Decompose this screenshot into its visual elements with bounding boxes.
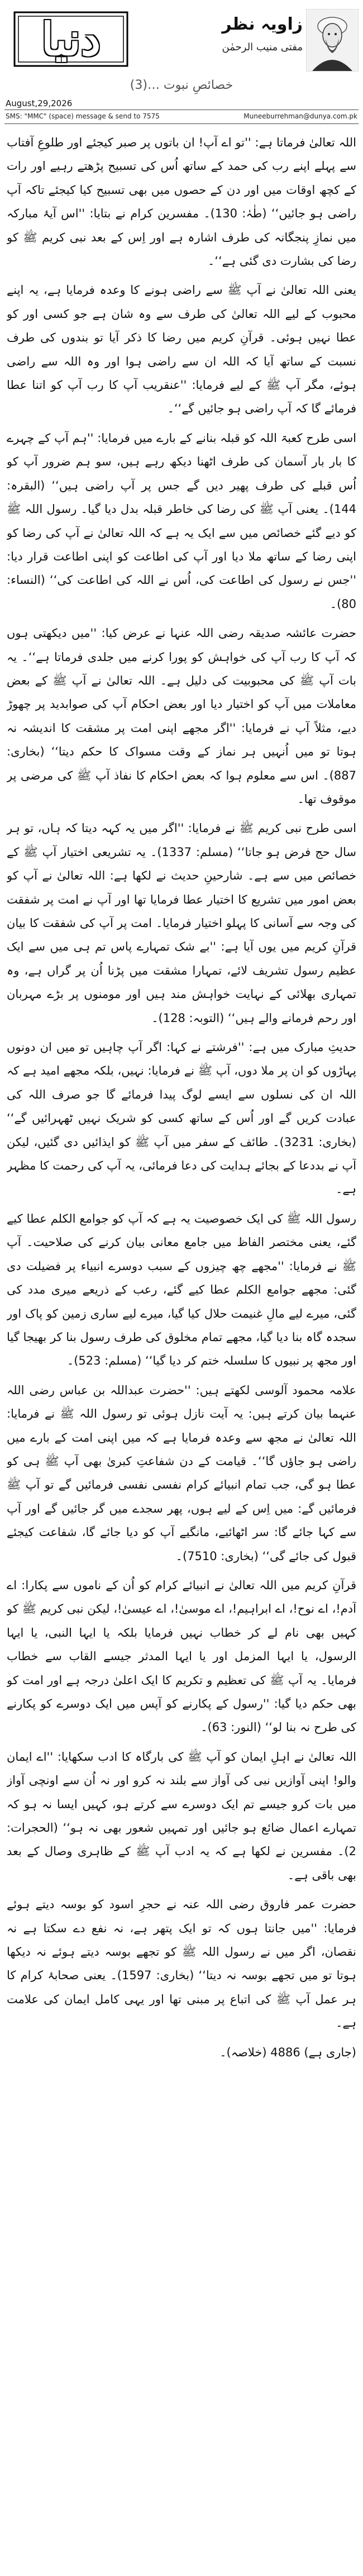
paragraph: (جاری ہے) 4886 (خلاصہ)۔ <box>219 2045 356 2059</box>
paragraph: حدیثِ مبارک میں ہے: ''فرشتے نے کہا: اگر آپ چاہیں تو میں ان دونوں پہاڑوں کو ان پر ملا دوں، آپ ﷺ نے فرمایا: نہیں، بلکہ مجھے امید ہے کہ اللہ ان کی نسلوں سے ایسے لوگ پیدا فرمائے گا جو صرف اللہ کی عبادت کریں گے اور اُس کے ساتھ کسی کو شریک نہیں ٹھہرائیں گے‘‘ (بخاری: 3231)۔ طائف کے سفر میں آپ ﷺ کو ایذائیں دی گئیں، لیکن آپ نے بددعا کے بجائے ہدایت کی دعا فرمائی، یہ آپ کی رحمت کا مظہر ہے۔ <box>7 1040 356 1196</box>
article-body <box>7 131 356 2567</box>
column-title: زاویہ نظر <box>222 15 303 34</box>
author-email: Muneeburrehman@dunya.com.pk <box>243 112 357 120</box>
portrait-icon <box>307 9 358 71</box>
author-portrait <box>306 9 359 72</box>
divider <box>4 123 359 124</box>
paragraph: اسی طرح نبی کریم ﷺ نے فرمایا: ''اگر میں یہ کہہ دیتا کہ ہاں، تو ہر سال حج فرض ہو جاتا‘‘ (مسلم: 1337)۔ یہ تشریعی اختیار آپ ﷺ کے خصائص میں سے ہے۔ شارحینِ حدیث نے لکھا ہے: اللہ تعالیٰ نے آپ کو بعض امور میں تشریع کا اختیار عطا فرمایا تھا اور آپ نے امت پر شفقت کی وجہ سے آسانی کا پہلو اختیار فرمایا۔ امت پر آپ کی شفقت کا بیان قرآنِ کریم میں یوں آیا ہے: ''بے شک تمہارے پاس تم ہی میں سے ایک عظیم رسول تشریف لائے، تمہارا مشقت میں پڑنا اُن پر گراں ہے، وہ تمہاری بھلائی کے نہایت خواہش مند ہیں اور مومنوں پر بڑے مہربان اور رحم فرمانے والے ہیں‘‘ (التوبہ: 128)۔ <box>7 821 356 1025</box>
paragraph: اللہ تعالیٰ نے اہلِ ایمان کو آپ ﷺ کی بارگاہ کا ادب سکھایا: ''اے ایمان والو! اپنی آوازیں نبی کی آواز سے بلند نہ کرو اور نہ اُن سے اونچی آواز میں بات کرو جیسے تم ایک دوسرے سے کرتے ہو، کہیں ایسا نہ ہو کہ تمہارے اعمال ضائع ہو جائیں اور تمہیں شعور بھی نہ ہو‘‘ (الحجرات: 2)۔ مفسرین نے لکھا ہے کہ یہ ادب آپ ﷺ کے ظاہری وصال کے بعد بھی باقی ہے۔ <box>7 1750 356 1882</box>
paragraph: قرآنِ کریم میں اللہ تعالیٰ نے انبیائے کرام کو اُن کے ناموں سے پکارا: اے آدم!، اے نوح!، اے ابراہیم!، اے موسیٰ!، اے عیسیٰ!، لیکن نبی کریم ﷺ کو کہیں بھی نام لے کر خطاب نہیں فرمایا بلکہ یا ایہا النبی، یا ایہا الرسول، یا ایہا المزمل اور یا ایہا المدثر جیسے القاب سے خطاب فرمایا۔ یہ آپ ﷺ کی تعظیم و تکریم کا ایک اعلیٰ درجہ ہے اور امت کو بھی حکم دیا گیا: ''رسول کے پکارنے کو آپس میں ایک دوسرے کو پکارنے کی طرح نہ بنا لو‘‘ (النور: 63)۔ <box>7 1578 356 1734</box>
paragraph: علامہ محمود آلوسی لکھتے ہیں: ''حضرت عبداللہ بن عباس رضی اللہ عنہما بیان کرتے ہیں: یہ آیت نازل ہوئی تو رسول اللہ ﷺ نے فرمایا: اللہ تعالیٰ نے مجھ سے وعدہ فرمایا ہے کہ میں اپنی امت کے بارے میں راضی ہو جاؤں گا‘‘۔ قیامت کے دن شفاعتِ کبریٰ بھی آپ ﷺ ہی کو عطا ہو گی، جب تمام انبیائے کرام نفسی نفسی فرمائیں گے تو آپ ﷺ فرمائیں گے: میں اِس کے لیے ہوں، پھر سجدے میں گر جائیں گے اور آپ سے کہا جائے گا: سر اٹھائیے، مانگیے آپ کو دیا جائے گا، شفاعت کیجئے قبول کی جائے گی‘‘ (بخاری: 7510)۔ <box>7 1383 356 1563</box>
paragraph: اسی طرح کعبۃ اللہ کو قبلہ بنانے کے بارے میں فرمایا: ''ہم آپ کے چہرے کا بار بار آسمان کی طرف اٹھنا دیکھ رہے ہیں، سو ہم ضرور آپ کو اُس قبلے کی طرف پھیر دیں گے جس پر آپ راضی ہیں‘‘ (البقرہ: 144)۔ یعنی آپ ﷺ کی رضا کی خاطر قبلہ بدل دیا گیا۔ رسول اللہ ﷺ کو دیے گئے خصائص میں سے ایک یہ ہے کہ اللہ تعالیٰ نے آپ کی رضا کو اپنی رضا کے ساتھ ملا دیا اور آپ کی اطاعت کو اپنی اطاعت قرار دیا: ''جس نے رسول کی اطاعت کی، اُس نے اللہ کی اطاعت کی‘‘ (النساء: 80)۔ <box>7 431 356 611</box>
article-title: خصائصِ نبوت …(3) <box>130 78 233 92</box>
paragraph: یعنی اللہ تعالیٰ نے آپ ﷺ سے راضی ہونے کا وعدہ فرمایا ہے، یہ اپنے محبوب کے لیے اللہ تعالیٰ کی طرف سے وہ شان ہے جو کسی اور کو عطا نہیں ہوئی۔ قرآنِ کریم میں رضا کا ذکر آیا تو بندوں کی طرف نسبت کے ساتھ آیا کہ اللہ ان سے راضی ہوا اور وہ اللہ سے راضی ہوئے، مگر آپ ﷺ کے لیے فرمایا: ''عنقریب آپ کا رب آپ کو اتنا عطا فرمائے گا کہ آپ راضی ہو جائیں گے‘‘۔ <box>7 283 356 416</box>
publish-date: August,29,2026 <box>6 98 73 108</box>
paragraph: حضرت عمر فاروق رضی اللہ عنہ نے حجرِ اسود کو بوسہ دیتے ہوئے فرمایا: ''میں جانتا ہوں کہ تو ایک پتھر ہے، نہ نفع دے سکتا ہے نہ نقصان، اگر میں نے رسول اللہ ﷺ کو تجھے بوسہ دیتے ہوئے نہ دیکھا ہوتا تو میں تجھے بوسہ نہ دیتا‘‘ (بخاری: 1597)۔ یعنی صحابۂ کرام کا ہر عمل آپ ﷺ کی اتباع پر مبنی تھا اور یہی کامل ایمان کی علامت ہے۔ <box>7 1898 356 2030</box>
paragraph: حضرت عائشہ صدیقہ رضی اللہ عنہا نے عرض کیا: ''میں دیکھتی ہوں کہ آپ کا رب آپ کی خواہش کو پورا کرنے میں جلدی فرماتا ہے‘‘۔ یہ بات آپ ﷺ کی محبوبیت کی دلیل ہے۔ اللہ تعالیٰ نے آپ ﷺ کے بعض معاملات میں آپ کو اختیار دیا اور بعض احکام آپ کی صوابدید پر چھوڑ دیے، مثلاً آپ نے فرمایا: ''اگر مجھے اپنی امت پر مشقت کا اندیشہ نہ ہوتا تو میں اُنہیں ہر نماز کے وقت مسواک کا حکم دیتا‘‘ (بخاری: 887)۔ اس سے معلوم ہوا کہ بعض احکام کا نفاذ آپ ﷺ کی مرضی پر موقوف تھا۔ <box>7 626 356 806</box>
newspaper-logo <box>12 10 130 68</box>
logo-text: دنیا <box>41 13 101 65</box>
column-header <box>174 9 359 72</box>
sms-info: SMS: "MMC" (space) message & send to 7575 <box>6 112 160 120</box>
paragraph: رسول اللہ ﷺ کی ایک خصوصیت یہ ہے کہ آپ کو جوامع الکلم عطا کیے گئے، یعنی مختصر الفاظ میں جامع معانی بیان کرنے کی صلاحیت۔ آپ ﷺ نے فرمایا: ''مجھے چھ چیزوں کے سبب دوسرے انبیاء پر فضیلت دی گئی: مجھے جوامع الکلم عطا کیے گئے، رعب کے ذریعے میری مدد کی گئی، میرے لیے مالِ غنیمت حلال کیا گیا، میرے لیے ساری زمین کو پاک اور سجدہ گاہ بنا دیا گیا، مجھے تمام مخلوق کی طرف رسول بنا کر بھیجا گیا اور مجھ پر نبیوں کا سلسلہ ختم کر دیا گیا‘‘ (مسلم: 523)۔ <box>7 1211 356 1368</box>
author-name: مفتی منیب الرحمٰن <box>222 41 303 53</box>
paragraph: اللہ تعالیٰ فرماتا ہے: ''تو اے آپ! ان باتوں پر صبر کیجئے اور طلوعِ آفتاب سے پہلے اپنے رب کی حمد کے ساتھ اُس کی تسبیح پڑھتے رہیے اور رات کے کچھ اوقات میں اور دن کے حصوں میں بھی تسبیح کیا کیجئے تاکہ آپ راضی ہو جائیں‘‘ (طٰہٰ: 130)۔ مفسرین کرام نے بتایا: ''اس آیۂ مبارکہ میں نمازِ پنجگانہ کی طرف اشارہ ہے اور اِس کے بعد نبی کریم ﷺ کو رضا کی بشارت دی گئی ہے‘‘۔ <box>7 136 356 268</box>
masthead <box>0 0 363 84</box>
